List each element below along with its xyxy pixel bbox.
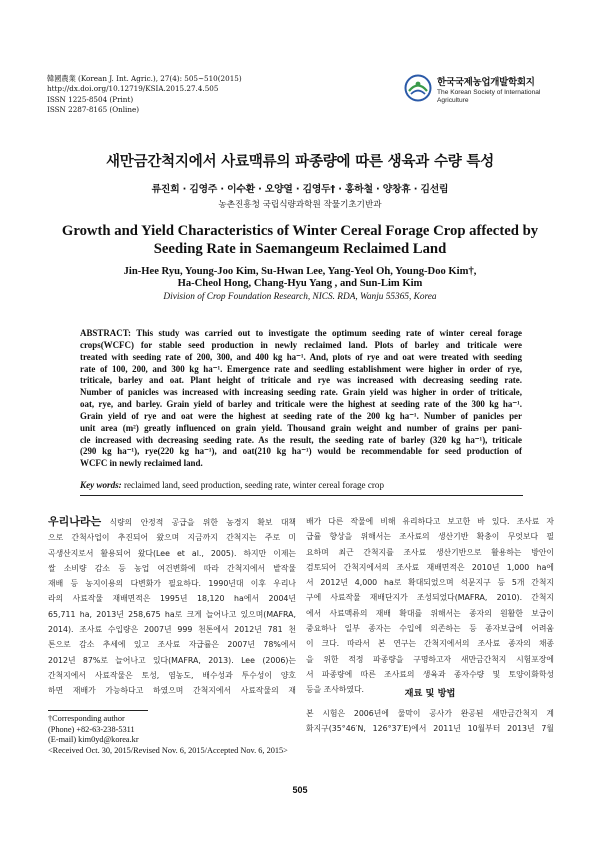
society-logo: [404, 72, 554, 120]
body-line: 을 위한 적정 파종량을 구명하고자 새만금간척지 시험포장에: [306, 654, 554, 664]
keywords: [80, 480, 522, 492]
abstract-line: WCFC in newly reclaimed land.: [80, 458, 203, 469]
title-korean: 새만금간척지에서 사료맥류의 파종량에 따른 생육과 수량 특성: [105, 154, 495, 170]
body-line: 하면 재배가 가능하다고 하였으며 간척지에서 사료작물의 재: [48, 686, 296, 696]
footnote-divider: [48, 710, 148, 711]
abstract-line: (290 kg ha⁻¹), rye(220 kg ha⁻¹), and oat(210 kg ha⁻¹) would be recommendable for seed production of: [80, 446, 522, 457]
abstract-line: cle increased with decreasing seeding rate. As the result, the seeding rate of barley (320 kg ha⁻¹), triticale: [80, 434, 522, 445]
body-lead-word: 우리나라는: [48, 515, 102, 528]
journal-citation: 韓國農業 (Korean J. Int. Agric.), 27(4): 505~510(2015): [47, 74, 242, 83]
body-line: 라의 사료작물 재배면적은 1995년 18,120 ha에서 2004년: [48, 594, 296, 604]
abstract-line: ABSTRACT: This study was carried out to investigate the optimum seeding rate of winter cereal forage: [80, 328, 523, 338]
abstract-divider: [80, 495, 523, 496]
body-line: 2012년 87%로 늘어나고 있다(MAFRA, 2013). Lee (2006)는: [48, 655, 296, 665]
body-line: 쌀 소비량 감소 등 농업 여건변화에 따라 간척지에서 밭작물: [48, 563, 296, 573]
methods-paragraph: [306, 706, 554, 737]
abstract-line: triticale, barley and oat. Plant height of triticale and rye was increased with decreasing seeding rate.: [80, 375, 522, 386]
abstract-line: Grain yield of rye and oat were the highest at seeding rate of the 200 kg ha⁻¹. Number of panicles per: [80, 410, 522, 421]
abstract-line: rate of 100, 200, and 300 kg ha⁻¹. Emergence rate and seedling establishment were higher in order of rye,: [80, 363, 522, 374]
body-left-column: [48, 514, 296, 699]
society-name-ko: 한국국제농업개발학회지: [437, 77, 535, 88]
body-line: 중요하나 일부 종자는 수입에 의존하는 등 종자보급에 어려움: [306, 624, 554, 634]
abstract: [80, 328, 522, 470]
body-line: 65,711 ha, 2013년 258,675 ha로 크게 늘어나고 있으며(MAFRA,: [48, 609, 296, 619]
body-line: 간척지에서 사료작물은 토성, 염농도, 배수성과 투수성이 양호: [48, 670, 296, 680]
body-line: 우리나라는 식량의 안정적 공급을 위한 농경지 확보 대책: [48, 515, 296, 528]
body-line: 톤으로 감소 추세에 있고 조사료 자급률은 2007년 78%에서: [48, 640, 296, 650]
page-number: 505: [292, 785, 308, 795]
footnote-corresponding: †Corresponding author: [48, 714, 125, 723]
abstract-line: Number of panicles was increased with increasing seeding rate. Grain yield was higher in order of triticale,: [80, 387, 522, 398]
body-line: 이 크다. 따라서 본 연구는 간척지에서의 조사료 종자의 채종: [306, 639, 554, 649]
affiliation-english: Division of Crop Foundation Research, NICS. RDA, Wanju 55365, Korea: [163, 292, 437, 302]
society-name-en: The Korean Society of International Agriculture: [437, 89, 541, 104]
body-line: 배가 다른 작물에 비해 유리하다고 보고한 바 있다. 조사료 자: [306, 517, 554, 526]
abstract-label: ABSTRACT:: [80, 328, 131, 338]
body-line: 으로 간척사업이 추진되어 왔으며 지금까지 간척지는 주로 미: [48, 533, 296, 543]
section-heading-methods: 재료 및 방법: [404, 688, 456, 699]
body-line: 서 2012년 4,000 ha로 확대되었으며 석문지구 등 5개 간척지: [306, 578, 554, 588]
society-emblem-icon: [404, 74, 432, 102]
abstract-line: unit area (m²) greatly influenced on grain yield. Thousand grain weight and number of grains per pani-: [80, 422, 522, 433]
abstract-line: crops(WCFC) for stable seed production in newly reclaimed land. Plots of barley and triticale were: [80, 339, 522, 350]
title-english: Growth and Yield Characteristics of Winter Cereal Forage Crop affected by Seeding Rate in Saemangeum Reclaimed Land: [61, 223, 539, 257]
body-line: 에서 사료맥류의 재배 확대를 위해서는 종자의 원활한 보급이: [306, 608, 554, 618]
footnote-phone: (Phone) +82-63-238-5311: [48, 724, 135, 734]
body-line: 요하며 최근 간척지를 조사료 생산기반으로 활용하는 방안이: [306, 547, 554, 557]
abstract-line: treated with seeding rate of 200, 300, and 400 kg ha⁻¹. And, plots of rye and oat were treated with seeding: [80, 351, 522, 362]
journal-header: [47, 74, 347, 115]
affiliation-korean: 농촌진흥청 국립식량과학원 작물기초기반과: [218, 200, 382, 210]
body-line: 화지구(35°46′N, 126°37′E)에서 2011년 10월부터 2013년 7월: [306, 724, 554, 734]
journal-doi: http://dx.doi.org/10.12719/KSIA.2015.27.4.505: [47, 84, 219, 94]
body-right-column: [306, 514, 554, 698]
body-line: 서 파종량에 따른 조사료의 생육과 종자수량 및 토양이화학성: [306, 669, 554, 679]
body-line: 2014). 조사료 수입량은 2007년 999 천톤에서 2012년 781 천: [48, 625, 296, 635]
footnote-dates: <Received Oct. 30, 2015/Revised Nov. 6, 2015/Accepted Nov. 6, 2015>: [48, 745, 288, 755]
authors-korean: 류진희 · 김영주 · 이수환 · 오양열 · 김영두† · 홍하철 · 양창휴 · 김선림: [151, 184, 449, 195]
body-line: 곡생산지로서 활용되어 왔다(Lee et al., 2005). 하지만 이제는: [48, 548, 296, 558]
body-line: 등을 조사하였다.: [306, 685, 365, 695]
journal-issn-print: ISSN 1225-8504 (Print): [47, 94, 134, 104]
keywords-text: reclaimed land, seed production, seeding rate, winter cereal forage crop: [123, 480, 385, 490]
body-line: 구에 사료작물 재배단지가 조성되었다(MAFRA, 2010). 간척지: [306, 593, 554, 603]
keywords-label: Key words:: [80, 480, 122, 490]
authors-english: [40, 266, 560, 291]
footnote-email: (E-mail) kim0yd@korea.kr: [48, 735, 139, 745]
body-line: 검토되어 간척지에서의 조사료 재배면적은 2010년 1,000 ha에: [306, 562, 554, 572]
authors-english-line1: Jin-Hee Ryu, Young-Joo Kim, Su-Hwan Lee, Yang-Yeol Oh, Young-Doo Kim†,: [123, 266, 477, 277]
footnote: [48, 714, 308, 756]
body-line: 본 시험은 2006년에 물막이 공사가 완공된 새만금간척지 계: [306, 709, 554, 718]
abstract-line: oat, rye, and barley. Grain yield of barley and triticale were the highest at seeding rate of the 300 kg ha⁻¹.: [80, 399, 522, 410]
authors-english-line2: Ha-Cheol Hong, Chang-Hyu Yang , and Sun-Lim Kim: [177, 278, 423, 290]
body-line: 급률 향상을 위해서는 조사료의 생산기반 확충이 무엇보다 필: [306, 532, 554, 542]
journal-issn-online: ISSN 2287-8165 (Online): [47, 104, 140, 114]
body-line: 재배 등 농지이용의 다변화가 필요하다. 1990년대 이후 우리나: [48, 579, 296, 589]
